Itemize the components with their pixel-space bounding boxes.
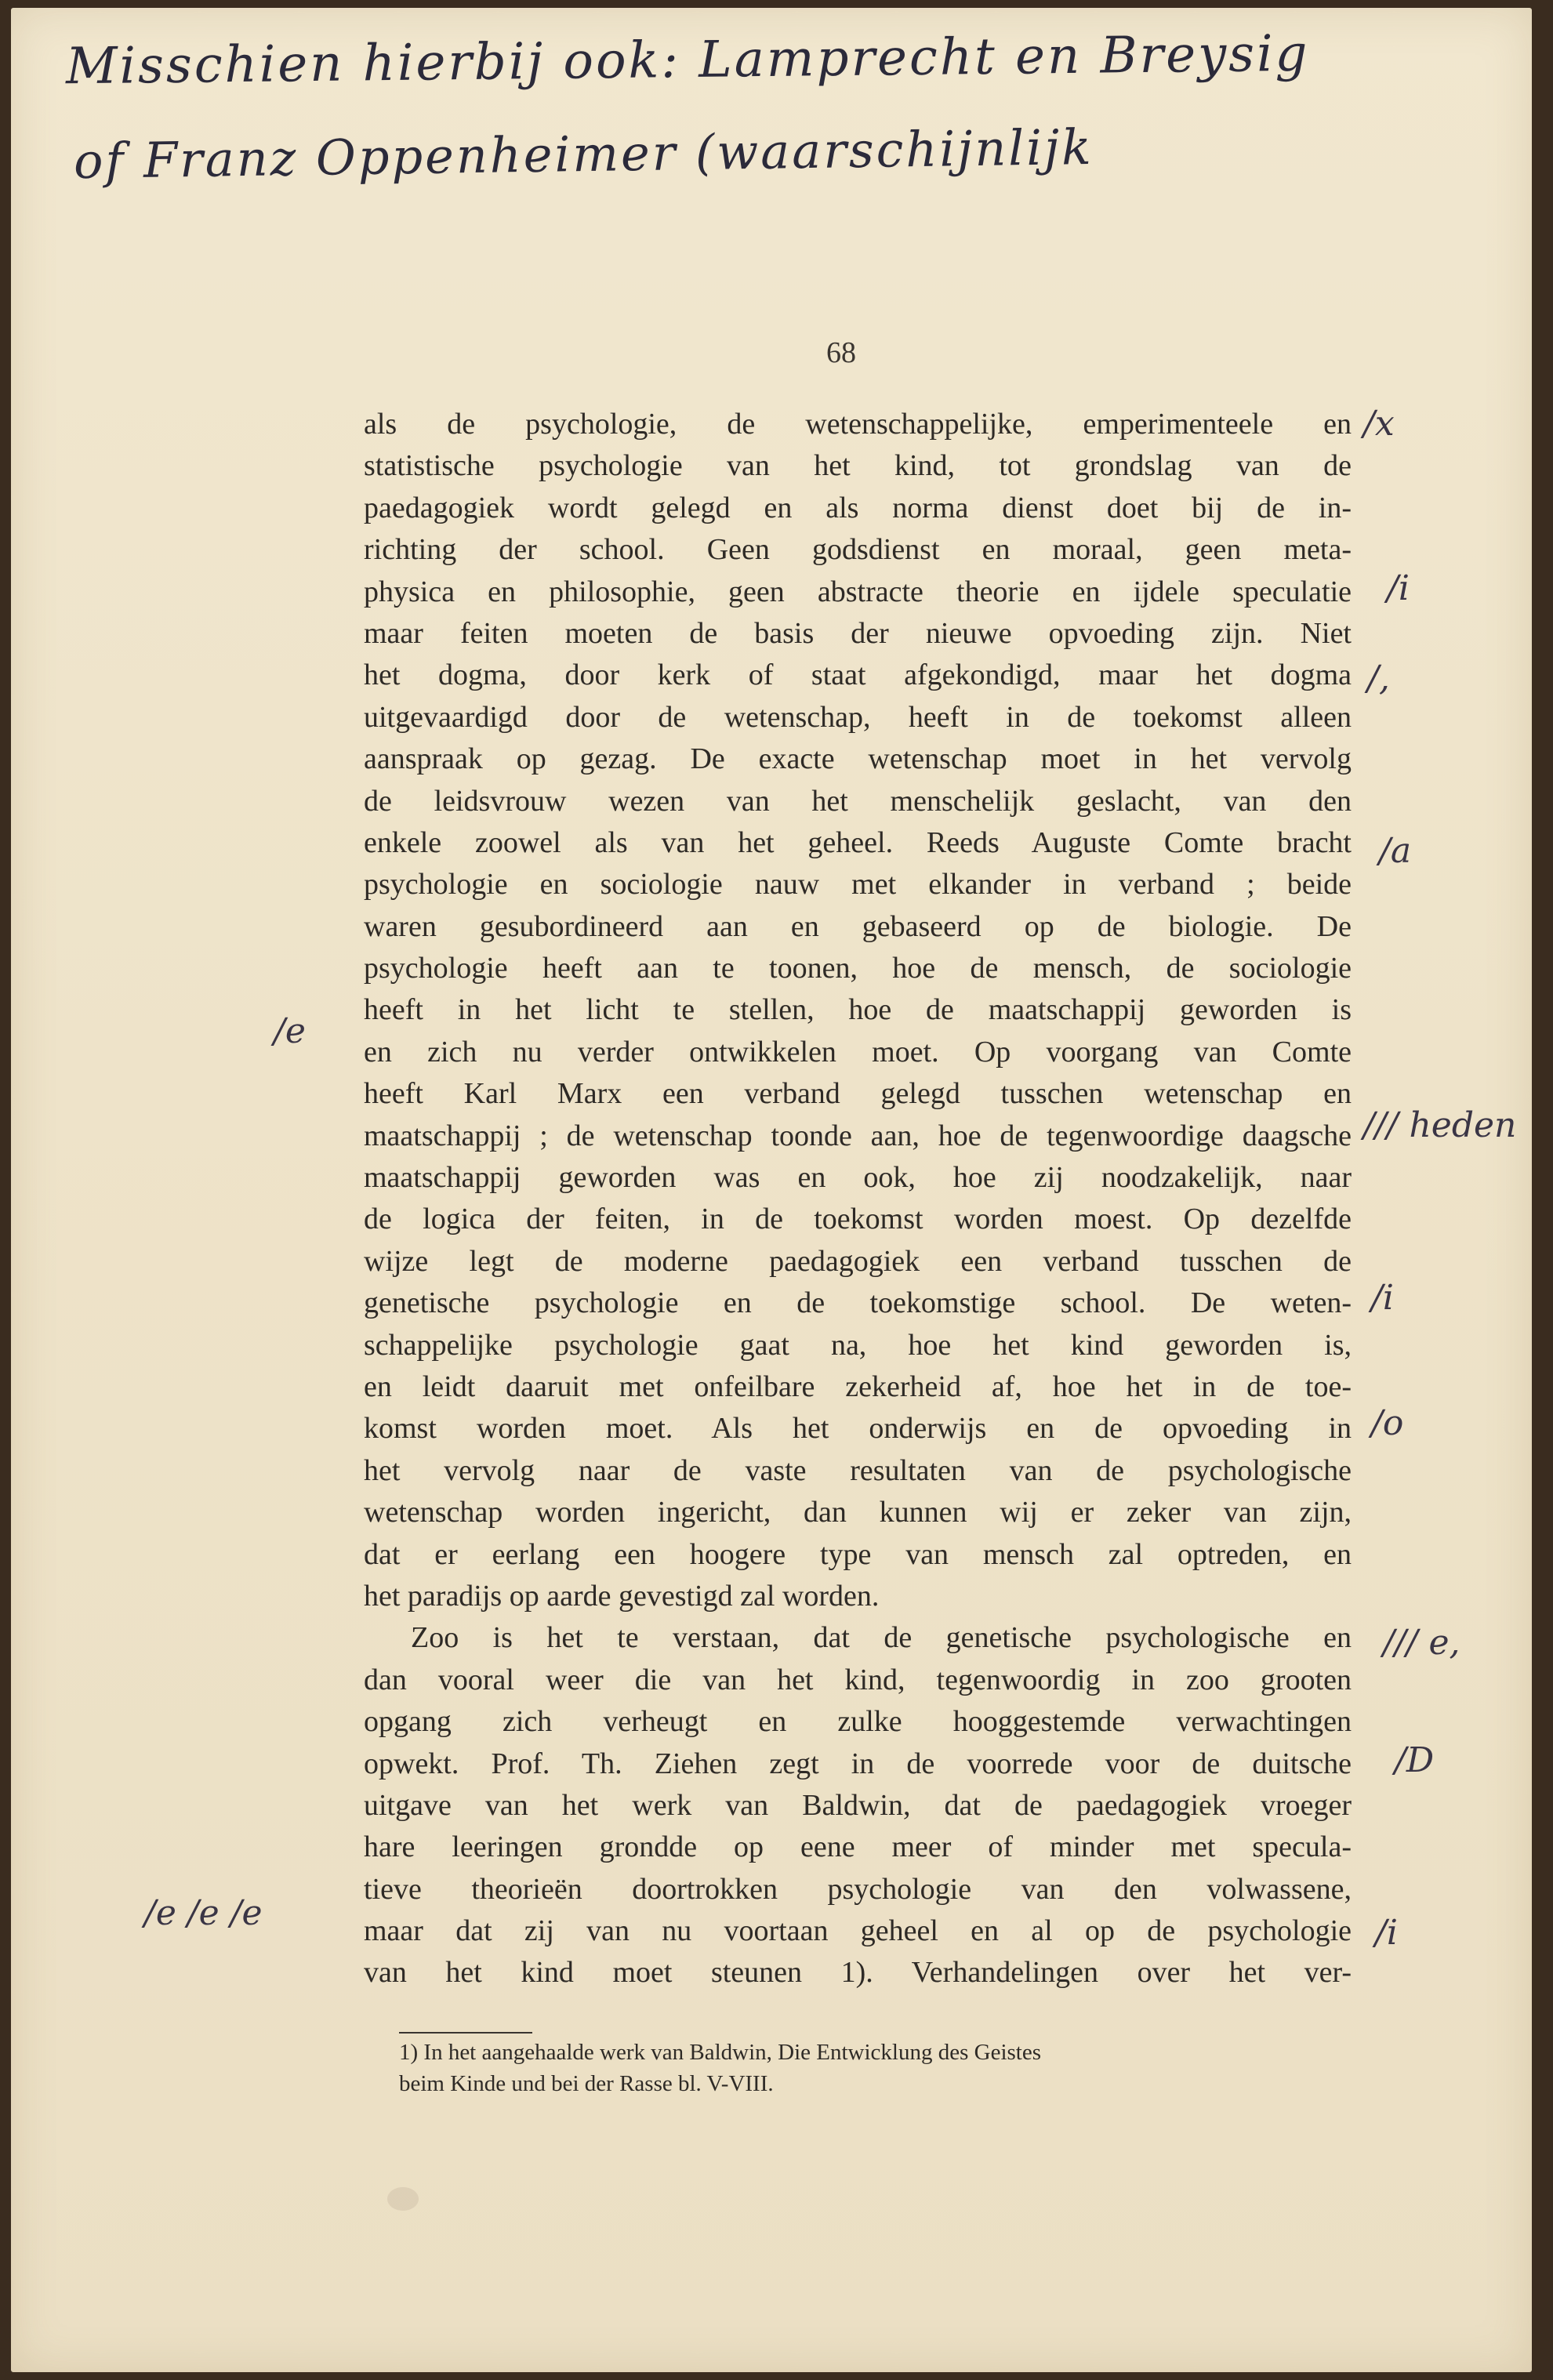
margin-mark: /x [1363, 404, 1395, 444]
body-text [364, 404, 1352, 1994]
text-line: statistische psychologie van het kind, tot grondslag van de [364, 449, 1352, 483]
text-line: van het kind moet steunen 1). Verhandelingen over het ver- [364, 1956, 1352, 1990]
text-line: hare leeringen grondde op eene meer of minder met specula- [364, 1830, 1352, 1864]
text-line: dan vooral weer die van het kind, tegenwoordig in zoo grooten [364, 1663, 1352, 1696]
text-line: schappelijke psychologie gaat na, hoe het kind geworden is, [364, 1328, 1352, 1362]
margin-mark: /e /e /e [144, 1893, 263, 1933]
text-line: paedagogiek wordt gelegd en als norma dienst doet bij de in- [364, 491, 1352, 524]
handwritten-note-line-1: Misschien hierbij ook: Lamprecht en Breysig [65, 24, 1310, 96]
text-line: heeft in het licht te stellen, hoe de maatschappij geworden is [364, 993, 1352, 1027]
margin-mark: /o [1371, 1403, 1404, 1443]
text-line: uitgevaardigd door de wetenschap, heeft in de toekomst alleen [364, 700, 1352, 734]
footnote [399, 2037, 1355, 2099]
text-line: het vervolg naar de vaste resultaten van de psychologische [364, 1453, 1352, 1487]
text-line: de logica der feiten, in de toekomst worden moest. Op dezelfde [364, 1203, 1352, 1236]
text-line: psychologie heeft aan te toonen, hoe de mensch, de sociologie [364, 952, 1352, 985]
margin-mark: /e [274, 1011, 306, 1051]
footnote-line-1: 1) In het aangehaalde werk van Baldwin, Die Entwicklung des Geistes [399, 2040, 1041, 2065]
paper-smudge [387, 2187, 419, 2211]
text-line: psychologie en sociologie nauw met elkander in verband ; beide [364, 868, 1352, 902]
margin-mark: /, [1367, 658, 1390, 698]
text-line: dat er eerlang een hoogere type van mensch zal optreden, en [364, 1537, 1352, 1571]
margin-mark: /// e, [1383, 1623, 1460, 1663]
text-line: tieve theorieën doortrokken psychologie van den volwassene, [364, 1872, 1352, 1906]
text-line: richting der school. Geen godsdienst en moraal, geen meta- [364, 533, 1352, 567]
margin-mark: /a [1379, 831, 1412, 871]
margin-mark: /i [1387, 568, 1410, 608]
text-line: het dogma, door kerk of staat afgekondigd, maar het dogma [364, 658, 1352, 692]
text-line: de leidsvrouw wezen van het menschelijk geslacht, van den [364, 784, 1352, 818]
margin-mark: /// heden [1363, 1105, 1517, 1145]
text-line: maatschappij geworden was en ook, hoe zij noodzakelijk, naar [364, 1161, 1352, 1195]
footnote-line-2: beim Kinde und bei der Rasse bl. V-VIII. [399, 2071, 774, 2096]
text-line: maatschappij ; de wetenschap toonde aan, hoe de tegenwoordige daagsche [364, 1119, 1352, 1152]
text-line: genetische psychologie en de toekomstige school. De weten- [364, 1286, 1352, 1320]
text-line: waren gesubordineerd aan en gebaseerd op de biologie. De [364, 909, 1352, 943]
text-line: uitgave van het werk van Baldwin, dat de paedagogiek vroeger [364, 1788, 1352, 1822]
text-line: aanspraak op gezag. De exacte wetenschap moet in het vervolg [364, 742, 1352, 776]
text-line: enkele zoowel als van het geheel. Reeds Auguste Comte bracht [364, 825, 1352, 859]
document-page [11, 8, 1532, 2372]
handwritten-note-line-2: of Franz Oppenheimer (waarschijnlijk [73, 118, 1094, 190]
text-line: maar dat zij van nu voortaan geheel en al op de psychologie [364, 1914, 1352, 1948]
page-number: 68 [826, 336, 856, 369]
margin-mark: /D [1395, 1740, 1435, 1780]
text-line: opgang zich verheugt en zulke hooggestemde verwachtingen [364, 1705, 1352, 1739]
text-line: het paradijs op aarde gevestigd zal worden. [364, 1579, 880, 1613]
text-line: physica en philosophie, geen abstracte theorie en ijdele speculatie [364, 575, 1352, 608]
text-line: wetenschap worden ingericht, dan kunnen wij er zeker van zijn, [364, 1496, 1352, 1529]
text-line: als de psychologie, de wetenschappelijke, emperimenteele en [364, 408, 1352, 441]
text-line: opwekt. Prof. Th. Ziehen zegt in de voorrede voor de duitsche [364, 1747, 1352, 1780]
text-line: wijze legt de moderne paedagogiek een verband tusschen de [364, 1244, 1352, 1278]
margin-mark: /i [1371, 1278, 1394, 1318]
text-line: Zoo is het te verstaan, dat de genetische psychologische en [411, 1621, 1352, 1655]
text-line: maar feiten moeten de basis der nieuwe opvoeding zijn. Niet [364, 616, 1352, 650]
text-line: en zich nu verder ontwikkelen moet. Op voorgang van Comte [364, 1035, 1352, 1068]
margin-mark: /i [1375, 1913, 1398, 1953]
footnote-divider [399, 2032, 532, 2034]
text-line: heeft Karl Marx een verband gelegd tusschen wetenschap en [364, 1077, 1352, 1111]
text-line: en leidt daaruit met onfeilbare zekerheid af, hoe het in de toe- [364, 1370, 1352, 1403]
text-line: komst worden moet. Als het onderwijs en de opvoeding in [364, 1412, 1352, 1446]
